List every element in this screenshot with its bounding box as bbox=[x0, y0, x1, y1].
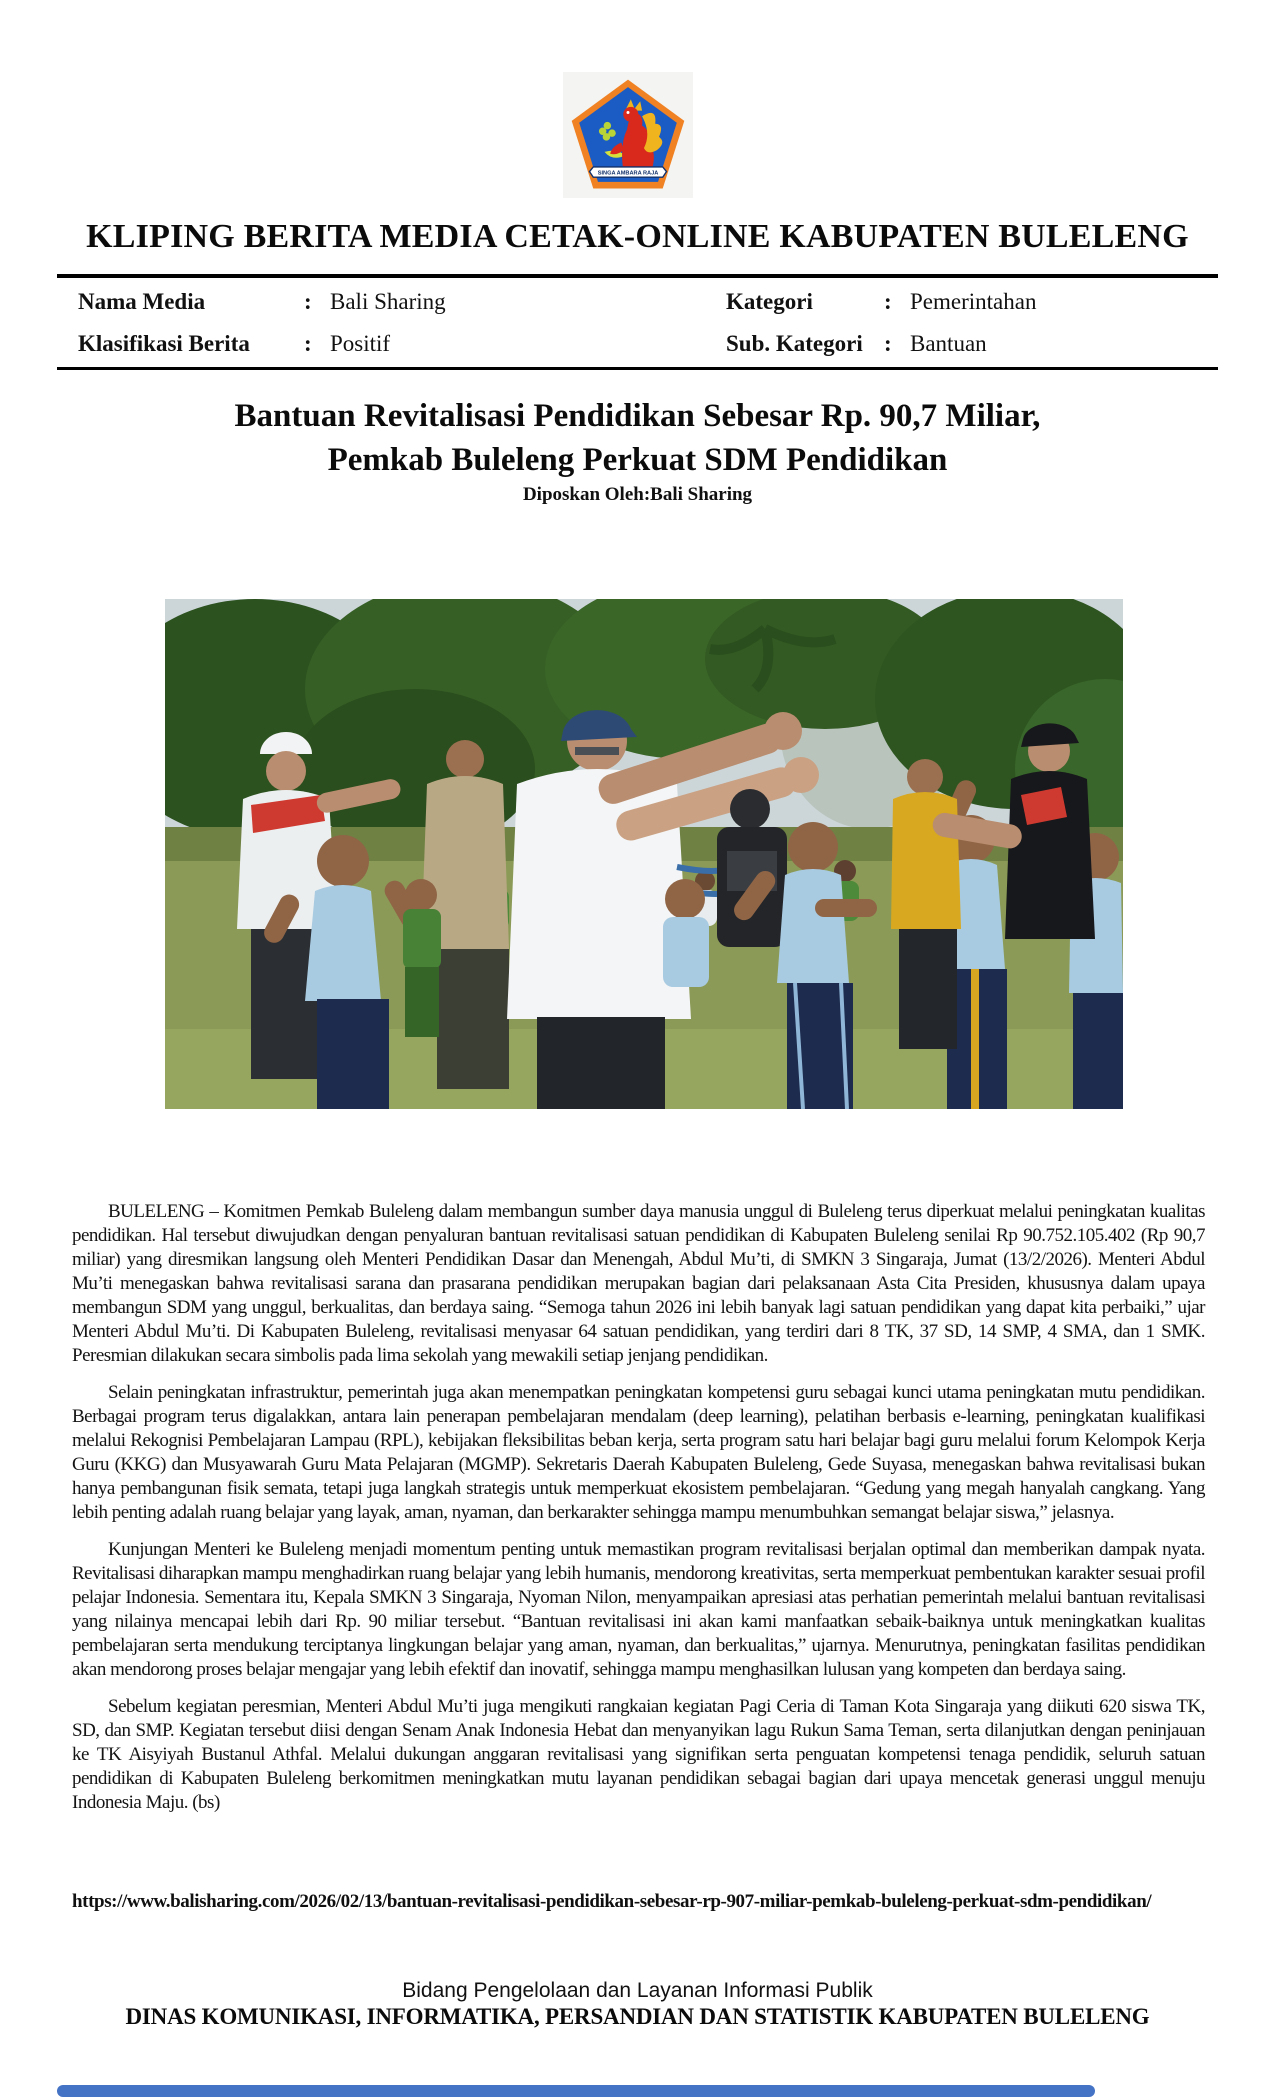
footer-division-line: Bidang Pengelolaan dan Layanan Informasi Publik bbox=[402, 1979, 873, 2002]
article-title-line1: Bantuan Revitalisasi Pendidikan Sebesar Rp. 90,7 Miliar, bbox=[234, 398, 1041, 434]
photo-scene bbox=[165, 599, 1123, 1109]
meta-label-klasifikasi: Klasifikasi Berita bbox=[78, 331, 250, 356]
source-url-link[interactable]: https://www.balisharing.com/2026/02/13/bantuan-revitalisasi-pendidikan-sebesar-rp-907-miliar-pemkab-buleleng-perkuat-sdm-pendidikan/ bbox=[72, 1891, 1152, 1912]
meta-colon: : bbox=[884, 331, 892, 356]
horizontal-scrollbar-thumb[interactable] bbox=[57, 2085, 1095, 2097]
meta-value-sub-kategori: Bantuan bbox=[910, 331, 987, 356]
paragraph-2: Selain peningkatan infrastruktur, pemerintah juga akan menempatkan peningkatan kompetensi guru sebagai kunci utama peningkatan mutu pendidikan. Berbagai program terus digalakkan, antara lain penerapan pembelajaran mendalam (deep learning), pelatihan berbasis e-learning, peningkatan kualifikasi melalui Rekognisi Pembelajaran Lampau (RPL), kebijakan fleksibilitas beban kerja, serta program satu hari belajar bagi guru melalui forum Kelompok Kerja Guru (KKG) dan Musyawarah Guru Mata Pelajaran (MGMP). Sekretaris Daerah Kabupaten Buleleng, Gede Suyasa, menegaskan bahwa revitalisasi bukan hanya pembangunan fisik semata, tetapi juga langkah strategis untuk memperkuat ekosistem pembelajaran. “Gedung yang megah hanyalah cangkang. Yang lebih penting adalah ruang belajar yang layak, aman, nyaman, dan berkarakter sehingga mampu menumbuhkan semangat belajar siswa,” jelasnya. bbox=[72, 1382, 1205, 1523]
meta-value-klasifikasi: Positif bbox=[330, 331, 391, 356]
page-title: KLIPING BERITA MEDIA CETAK-ONLINE KABUPATEN BULELENG bbox=[86, 218, 1189, 255]
paragraph-4: Sebelum kegiatan peresmian, Menteri Abdul Mu’ti juga mengikuti rangkaian kegiatan Pagi Ceria di Taman Kota Singaraja yang diikuti 620 siswa TK, SD, dan SMP. Kegiatan tersebut diisi dengan Senam Anak Indonesia Hebat dan menyanyikan lagu Rukun Sama Teman, serta dilanjutkan dengan peninjauan ke TK Aisyiyah Bustanul Athfal. Melalui dukungan anggaran revitalisasi yang signifikan serta penguatan kompetensi tenaga pendidik, seluruh satuan pendidikan di Kabupaten Buleleng berkomitmen meningkatkan mutu layanan pendidikan sebagai bagian dari upaya mencetak generasi unggul menuju Indonesia Maju. (bs) bbox=[72, 1696, 1205, 1813]
paragraph-3: Kunjungan Menteri ke Buleleng menjadi momentum penting untuk memastikan program revitalisasi berjalan optimal dan memberikan dampak nyata. Revitalisasi diharapkan mampu menghadirkan ruang belajar yang lebih humanis, mendorong kreativitas, serta memperkuat pembentukan karakter sesuai profil pelajar Indonesia. Sementara itu, Kepala SMKN 3 Singaraja, Nyoman Nilon, menyampaikan apresiasi atas perhatian pemerintah melalui bantuan revitalisasi yang nilainya mencapai lebih dari Rp. 90 miliar tersebut. “Bantuan revitalisasi ini akan kami manfaatkan sebaik-baiknya untuk meningkatkan kualitas pembelajaran serta mendukung terciptanya lingkungan belajar yang aman, nyaman, dan berkualitas,” ujarnya. Menurutnya, peningkatan fasilitas pendidikan akan mendorong proses belajar mengajar yang lebih efektif dan inovatif, sehingga mampu menghasilkan lulusan yang kompeten dan berdaya saing. bbox=[72, 1539, 1205, 1680]
divider-top bbox=[57, 274, 1218, 278]
crest-banner-text: SINGA AMBARA RAJA bbox=[597, 170, 659, 177]
article-body bbox=[72, 1200, 1205, 1828]
posted-by-line: Diposkan Oleh:Bali Sharing bbox=[522, 484, 753, 505]
meta-colon: : bbox=[304, 331, 312, 356]
pentagon-crest-icon bbox=[567, 76, 689, 194]
meta-colon: : bbox=[884, 289, 892, 314]
meta-label-kategori: Kategori bbox=[726, 289, 813, 314]
meta-value-kategori: Pemerintahan bbox=[910, 289, 1037, 314]
divider-bottom bbox=[57, 367, 1218, 370]
meta-colon: : bbox=[304, 289, 312, 314]
article-title bbox=[0, 394, 1275, 482]
buleleng-crest-logo bbox=[563, 72, 693, 198]
footer-agency-line: DINAS KOMUNIKASI, INFORMATIKA, PERSANDIAN DAN STATISTIK KABUPATEN BULELENG bbox=[125, 2004, 1150, 2029]
meta-table bbox=[57, 281, 1218, 365]
meta-label-nama-media: Nama Media bbox=[78, 289, 206, 314]
article-photo bbox=[165, 599, 1123, 1109]
paragraph-1: BULELENG – Komitmen Pemkab Buleleng dalam membangun sumber daya manusia unggul di Buleleng terus diperkuat melalui peningkatan kualitas pendidikan. Hal tersebut diwujudkan dengan penyaluran bantuan revitalisasi satuan pendidikan di Kabupaten Buleleng senilai Rp 90.752.105.402 (Rp 90,7 miliar) yang diresmikan langsung oleh Menteri Pendidikan Dasar dan Menengah, Abdul Mu’ti, di SMKN 3 Singaraja, Jumat (13/2/2026). Menteri Abdul Mu’ti menegaskan bahwa revitalisasi sarana dan prasarana pendidikan merupakan bagian dari pelaksanaan Asta Cita Presiden, khususnya dalam upaya membangun SDM yang unggul, berkualitas, dan berdaya saing. “Semoga tahun 2026 ini lebih banyak lagi satuan pendidikan yang dapat kita perbaiki,” ujar Menteri Abdul Mu’ti. Di Kabupaten Buleleng, revitalisasi menyasar 64 satuan pendidikan, yang terdiri dari 8 TK, 37 SD, 14 SMP, 4 SMA, dan 1 SMK. Peresmian dilakukan secara simbolis pada lima sekolah yang mewakili setiap jenjang pendidikan. bbox=[72, 1201, 1205, 1366]
meta-label-sub-kategori: Sub. Kategori bbox=[726, 331, 863, 356]
man-yellow bbox=[891, 759, 961, 1049]
meta-value-nama-media: Bali Sharing bbox=[330, 289, 446, 314]
article-title-line2: Pemkab Buleleng Perkuat SDM Pendidikan bbox=[327, 442, 948, 478]
